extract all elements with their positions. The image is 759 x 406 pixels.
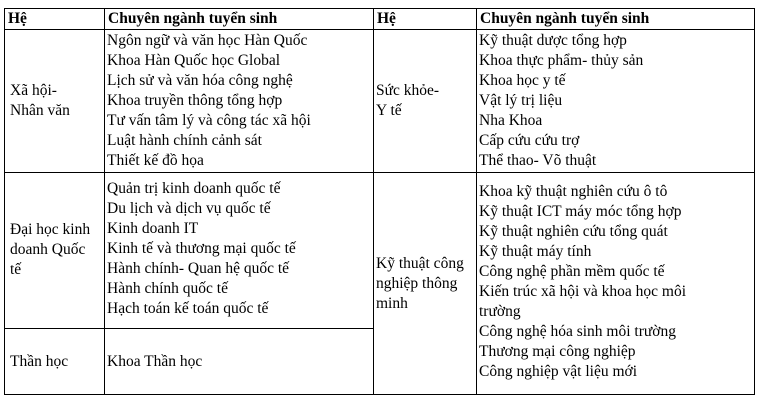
list-item: Du lịch và dịch vụ quốc tế <box>107 200 271 217</box>
list-item: Thiết kế đồ họa <box>107 152 204 169</box>
list-item: Công nghệ phần mềm quốc tế <box>479 263 665 280</box>
list-item: Lịch sử và văn hóa công nghệ <box>107 72 293 89</box>
list-item: Hạch toán kế toán quốc tế <box>107 300 269 317</box>
header-he-left: Hệ <box>4 8 105 30</box>
list-item: Hành chính quốc tế <box>107 280 228 297</box>
list-item: Luật hành chính cảnh sát <box>107 132 262 149</box>
list-item: Kinh tế và thương mại quốc tế <box>107 240 296 257</box>
list-item: Khoa Thần học <box>107 352 203 370</box>
majors-social <box>104 29 374 173</box>
majors-tech <box>476 172 755 395</box>
header-major-right: Chuyên ngành tuyển sinh <box>476 8 755 30</box>
group-name-social: Xã hội- Nhân văn <box>4 29 105 173</box>
list-item: Thương mại công nghiệp <box>479 343 636 360</box>
list-item: Khoa Hàn Quốc học Global <box>107 52 281 69</box>
list-item: Công nghệ hóa sinh môi trường <box>479 323 676 340</box>
list-item: Nha Khoa <box>479 112 543 129</box>
list-item: Quản trị kinh doanh quốc tế <box>107 180 281 197</box>
list-item: Vật lý trị liệu <box>479 92 563 109</box>
list-item: Thể thao- Võ thuật <box>479 152 597 169</box>
list-item: Kỹ thuật ICT máy móc tổng hợp <box>479 203 682 220</box>
list-item: Kiến trúc xã hội và khoa học môi <box>479 283 687 300</box>
list-item: Kỹ thuật dược tổng hợp <box>479 32 627 49</box>
header-major-left: Chuyên ngành tuyển sinh <box>104 8 374 30</box>
header-he-right: Hệ <box>373 8 477 30</box>
list-item: Cấp cứu cứu trợ <box>479 132 580 149</box>
list-item: Khoa học y tế <box>479 72 566 89</box>
group-name-theology: Thần học <box>4 328 105 395</box>
group-name-tech: Kỹ thuật công nghiệp thông minh <box>373 172 477 395</box>
list-item: Khoa truyền thông tổng hợp <box>107 92 283 109</box>
list-item: Kỹ thuật máy tính <box>479 243 592 260</box>
list-item: Kinh doanh IT <box>107 220 199 237</box>
list-item: Tư vấn tâm lý và công tác xã hội <box>107 112 311 129</box>
list-item: Hành chính- Quan hệ quốc tế <box>107 260 290 277</box>
group-name-business: Đại học kinh doanh Quốc tế <box>4 172 105 329</box>
list-item: Kỹ thuật nghiên cứu tổng quát <box>479 223 668 240</box>
majors-business <box>104 172 374 329</box>
list-item: Ngôn ngữ và văn học Hàn Quốc <box>107 32 308 49</box>
majors-theology <box>104 328 374 395</box>
group-name-health: Sức khỏe- Y tế <box>373 29 477 173</box>
list-item: Khoa kỹ thuật nghiên cứu ô tô <box>479 183 668 200</box>
list-item: Công nghiệp vật liệu mới <box>479 363 638 380</box>
list-item: Khoa thực phẩm- thủy sản <box>479 52 644 69</box>
majors-health <box>476 29 755 173</box>
list-item: trường <box>479 303 521 320</box>
